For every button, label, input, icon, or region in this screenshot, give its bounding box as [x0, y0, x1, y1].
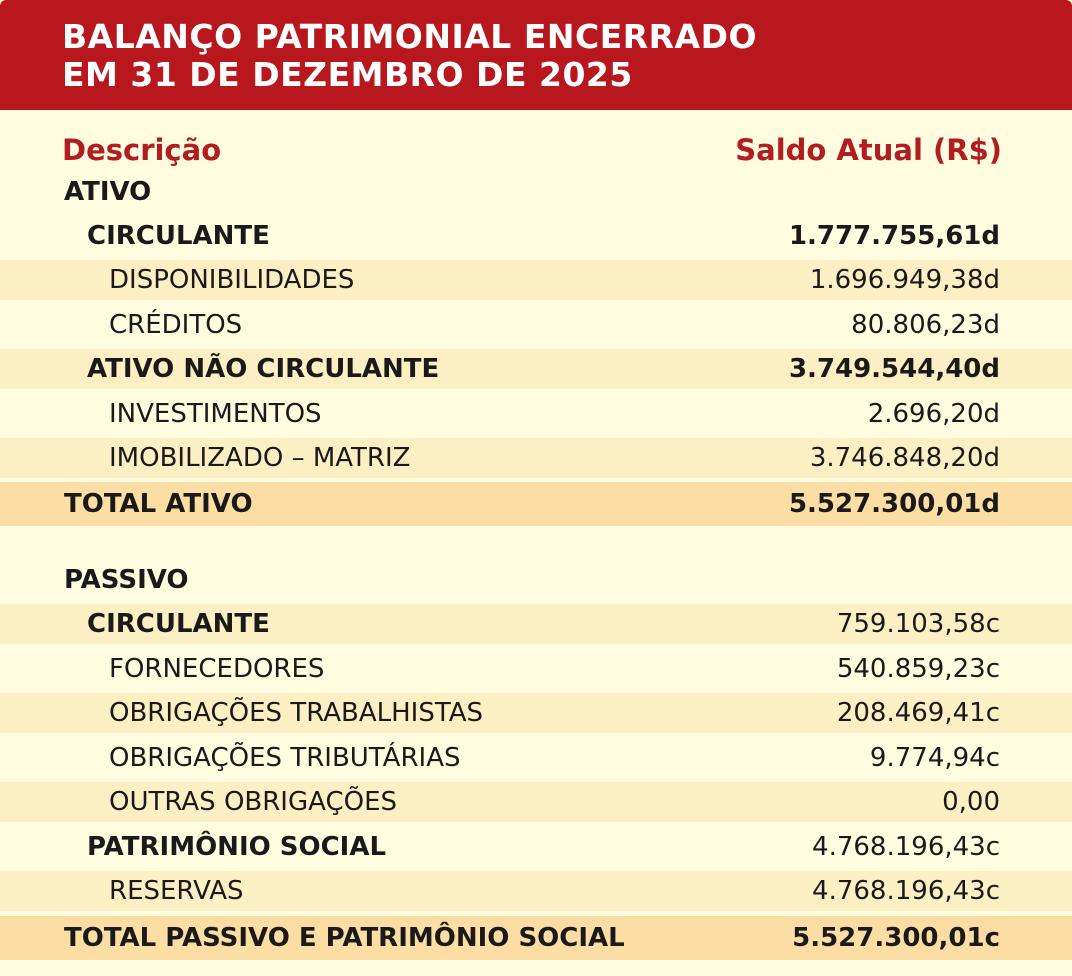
- row-value: 1.696.949,38d: [809, 265, 1000, 295]
- column-headers: [0, 128, 1072, 172]
- row-label: OBRIGAÇÕES TRIBUTÁRIAS: [109, 743, 461, 773]
- row-label: INVESTIMENTOS: [109, 399, 322, 429]
- row-value: 0,00: [942, 787, 1000, 817]
- table-row-ativo-circulante: [0, 216, 1072, 256]
- row-label: TOTAL ATIVO: [64, 489, 253, 519]
- row-value: 80.806,23d: [851, 310, 1000, 340]
- row-value: 5.527.300,01d: [788, 489, 1000, 519]
- row-value: 9.774,94c: [869, 743, 1000, 773]
- row-label: OUTRAS OBRIGAÇÕES: [109, 787, 398, 817]
- row-value: 3.746.848,20d: [809, 443, 1000, 473]
- table-row-patrimonio-social: [0, 827, 1072, 867]
- section-label: ATIVO: [64, 177, 152, 207]
- row-label: OBRIGAÇÕES TRABALHISTAS: [109, 698, 483, 728]
- row-value: 2.696,20d: [867, 399, 1000, 429]
- row-label: RESERVAS: [109, 876, 244, 906]
- row-label: CRÉDITOS: [109, 310, 243, 340]
- section-label: PASSIVO: [64, 565, 189, 595]
- table-row-obrigacoes-trabalhistas: [0, 693, 1072, 733]
- table-row-ativo-nao-circulante: [0, 349, 1072, 389]
- table-row-reservas: [0, 871, 1072, 911]
- row-value: 759.103,58c: [836, 609, 1000, 639]
- table-row-outras-obrigacoes: [0, 782, 1072, 822]
- table-row-fornecedores: [0, 649, 1072, 689]
- row-label: TOTAL PASSIVO E PATRIMÔNIO SOCIAL: [64, 923, 625, 953]
- report-title-line-1: BALANÇO PATRIMONIAL ENCERRADO: [62, 17, 758, 56]
- table-row-disponibilidades: [0, 260, 1072, 300]
- report-header: [0, 0, 1072, 110]
- row-label: CIRCULANTE: [87, 609, 270, 639]
- row-value: 1.777.755,61d: [788, 221, 1000, 251]
- table-row-investimentos: [0, 394, 1072, 434]
- section-passivo: [0, 560, 1072, 600]
- section-ativo: [0, 172, 1072, 212]
- table-row-obrigacoes-tributarias: [0, 738, 1072, 778]
- table-row-creditos: [0, 305, 1072, 345]
- row-value: 4.768.196,43c: [812, 876, 1000, 906]
- row-label: FORNECEDORES: [109, 654, 325, 684]
- row-value: 208.469,41c: [836, 698, 1000, 728]
- column-header-balance: Saldo Atual (R$): [735, 133, 1002, 167]
- row-value: 540.859,23c: [836, 654, 1000, 684]
- row-value: 3.749.544,40d: [788, 354, 1000, 384]
- row-label: PATRIMÔNIO SOCIAL: [87, 832, 387, 862]
- row-label: ATIVO NÃO CIRCULANTE: [87, 354, 440, 384]
- row-label: IMOBILIZADO – MATRIZ: [109, 443, 411, 473]
- table-row-total-passivo: [0, 916, 1072, 960]
- row-value: 5.527.300,01c: [792, 923, 1000, 953]
- report-title-line-2: EM 31 DE DEZEMBRO DE 2025: [62, 55, 633, 94]
- table-row-total-ativo: [0, 482, 1072, 526]
- column-header-description: Descrição: [62, 133, 222, 167]
- row-label: DISPONIBILIDADES: [109, 265, 355, 295]
- row-label: CIRCULANTE: [87, 221, 270, 251]
- row-value: 4.768.196,43c: [812, 832, 1000, 862]
- table-row-passivo-circulante: [0, 604, 1072, 644]
- table-row-imobilizado: [0, 438, 1072, 478]
